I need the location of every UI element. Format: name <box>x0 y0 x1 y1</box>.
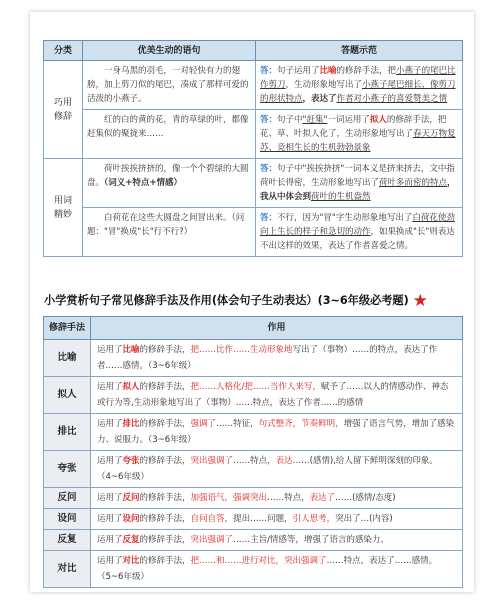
sentence-analysis-table <box>43 40 463 257</box>
answer-cell <box>256 110 463 159</box>
function-text: 句式整齐，节奏鲜明， <box>258 419 344 429</box>
function-text: 运用了 <box>97 345 123 355</box>
answer-text: ，生动形象地写出了 <box>285 80 363 90</box>
sentence-text: 荷叶挨挨挤挤的，像一个个碧绿的大圆盘。 <box>87 164 249 188</box>
table-row <box>44 488 463 509</box>
function-text: 自问自答， <box>190 514 234 524</box>
table-row <box>44 340 463 377</box>
function-text: 反复 <box>122 535 140 545</box>
header-device: 修辞手法 <box>44 317 91 340</box>
function-text: ……特点，表达了……感情。（5~6年级） <box>97 556 438 582</box>
function-text: 反问 <box>122 493 140 503</box>
answer-text: ，如果换成"长"则表达不出这样的效果，表达了作者喜爱之情。 <box>260 227 455 251</box>
device-function <box>91 377 463 414</box>
answer-text: ，表达了 <box>302 94 337 104</box>
function-text: ……特点， <box>233 456 276 466</box>
function-text: 突出强调了 <box>190 535 234 545</box>
device-function <box>91 530 463 551</box>
function-text: 的修辞手法， <box>139 514 191 524</box>
table-row <box>44 208 463 257</box>
answer-underline: 荷叶多而密的特点 <box>379 178 448 188</box>
function-text: 比喻 <box>122 345 140 355</box>
table-row <box>44 509 463 530</box>
answer-underline: 白荷花使劲向上生长的样子和急切的动作 <box>260 213 455 237</box>
answer-tag: 答： <box>260 115 278 125</box>
device-function <box>91 509 463 530</box>
function-text: 表达了 <box>309 493 336 503</box>
function-text: 写出了（事物）……的特点，表达了作者……感情。（3~6年级） <box>97 345 438 371</box>
table-row <box>44 61 463 110</box>
device-name: 对比 <box>44 551 91 588</box>
table-row <box>44 451 463 488</box>
function-text: ……特点， <box>267 493 310 503</box>
table-header-row <box>44 317 463 340</box>
star-icon: ★ <box>412 291 428 311</box>
category-cell <box>44 159 83 257</box>
device-name: 排比 <box>44 414 91 451</box>
function-text: 增强了语言气势，增加了感染力、说服力。（3~6年级） <box>97 419 455 445</box>
rhetoric-devices-table <box>43 316 463 588</box>
category-label: 用词 精妙 <box>53 195 72 220</box>
rhetoric-devices-body <box>44 340 463 588</box>
header-category: 分类 <box>44 41 83 61</box>
answer-underline: 小燕子尾巴细长、像剪刀的形状特点 <box>260 80 456 104</box>
sentence-cell: 白荷花在这些大圆盘之间冒出来。（问题："冒"换成"长"行不行?） <box>83 208 256 257</box>
header-function: 作用 <box>91 317 463 340</box>
answer-text: 的修辞手法，把花、草、叶拟人化了，生动形象地写出了 <box>260 115 447 139</box>
table-row <box>44 551 463 588</box>
function-text: 把……人格化/把……当作人来写， <box>190 382 321 392</box>
device-function <box>91 488 463 509</box>
sentence-cell: 一身乌黑的羽毛，一对轻快有力的翅膀，加上剪刀似的尾巴，凑成了那样可爱的活泼的小燕子。 <box>83 61 256 110</box>
function-text: 赋予了……以人的情感动作、神态或行为等,生动形象地写出了（事物）……特点，表达了作者……的感情 <box>97 382 449 408</box>
function-text: 设问 <box>122 514 140 524</box>
answer-cell <box>256 208 463 257</box>
heading-text: 小学赏析句子常见修辞手法及作用(体会句子生动表达）(3~6年级必考题) <box>44 294 409 307</box>
function-text: 突出强调了 <box>190 456 234 466</box>
function-text: 把……和……进行对比，突出强调了 <box>190 556 327 566</box>
device-name: 反复 <box>44 530 91 551</box>
answer-text: 句子中"挨挨挤挤"一词本义是挤来挤去，文中指荷叶长得密，生动形象地写出了 <box>260 164 455 188</box>
table-row <box>44 159 463 208</box>
function-text: ……(感情/态度) <box>335 493 396 503</box>
answer-tag: 答： <box>260 213 278 223</box>
header-sentence: 优美生动的语句 <box>83 41 256 61</box>
answer-underline: 作者对小燕子的喜爱赞美之情 <box>336 94 448 104</box>
device-function <box>91 414 463 451</box>
function-text: ……(感情),给人留下鲜明深刻的印象。（4~6年级） <box>97 456 438 482</box>
category-cell <box>44 61 83 159</box>
answer-cell <box>256 159 463 208</box>
device-name: 夸张 <box>44 451 91 488</box>
answer-text: ，我从中体会到 <box>260 178 456 202</box>
function-text: 运用了 <box>97 535 123 545</box>
table-row <box>44 530 463 551</box>
function-text: 运用了 <box>97 514 123 524</box>
sentence-cell: 红的白的黄的花，青的草绿的叶，都像赶集似的聚拢来…… <box>83 110 256 159</box>
function-text: 的修辞手法， <box>139 419 191 429</box>
device-function <box>91 451 463 488</box>
answer-tag: 答： <box>260 164 278 174</box>
function-text: 的修辞手法， <box>139 556 191 566</box>
section-heading <box>44 291 464 311</box>
answer-text: 的修辞手法，把 <box>336 66 397 76</box>
function-text: ……特征， <box>216 419 259 429</box>
function-text: 的修辞手法， <box>139 493 191 503</box>
formula-note: （词义+特点+情感） <box>104 178 183 188</box>
function-text: 运用了 <box>97 456 123 466</box>
answer-text: 一词运用了 <box>327 115 370 125</box>
function-text: 的修辞手法， <box>139 535 191 545</box>
answer-underline: "赶集" <box>302 115 328 125</box>
answer-text: 句子运用了 <box>277 66 320 76</box>
function-text: 拟人 <box>122 382 140 392</box>
answer-cell <box>256 61 463 110</box>
function-text: 把……比作……生动形象地 <box>190 345 293 355</box>
function-text: 的修辞手法， <box>139 345 191 355</box>
device-function <box>91 340 463 377</box>
device-highlight: 拟人 <box>369 115 387 125</box>
function-text: 运用了 <box>97 493 123 503</box>
device-highlight: 比喻 <box>319 66 337 76</box>
function-text: 运用了 <box>97 382 123 392</box>
function-text: 突出了…(内容) <box>335 514 393 524</box>
function-text: 强调了 <box>190 419 217 429</box>
function-text: 的修辞手法， <box>139 456 191 466</box>
function-text: 排比 <box>122 419 140 429</box>
function-text: 运用了 <box>97 419 123 429</box>
answer-text: 不行，因为"冒"字生动形象地写出了 <box>277 213 413 223</box>
device-name: 设问 <box>44 509 91 530</box>
device-function <box>91 551 463 588</box>
function-text: 引人思考， <box>292 514 336 524</box>
function-text: 夸张 <box>122 456 140 466</box>
table-row <box>44 414 463 451</box>
function-text: 加强语气，强调突出 <box>190 493 268 503</box>
table-row <box>44 110 463 159</box>
answer-text: 句子中 <box>277 115 303 125</box>
function-text: 运用了 <box>97 556 123 566</box>
answer-underline: 荷叶的生机盎然 <box>311 192 371 202</box>
sentence-cell <box>83 159 256 208</box>
header-answer: 答题示范 <box>256 41 463 61</box>
function-text: 提出……问题， <box>233 514 293 524</box>
answer-underline: 春天万物复苏、竞相生长的生机勃勃景象 <box>260 129 456 153</box>
category-label: 巧用 修辞 <box>53 97 72 122</box>
table-row <box>44 377 463 414</box>
function-text: ……主旨/情感等，增强了语言的感染力。 <box>233 535 389 545</box>
function-text: 的修辞手法， <box>139 382 191 392</box>
answer-underline: 小燕子的尾巴比作剪刀 <box>260 66 456 90</box>
function-text: 表达 <box>275 456 293 466</box>
answer-tag: 答： <box>260 66 278 76</box>
device-name: 比喻 <box>44 340 91 377</box>
table-header-row <box>44 41 463 61</box>
device-name: 反问 <box>44 488 91 509</box>
device-name: 拟人 <box>44 377 91 414</box>
function-text: 对比 <box>122 556 140 566</box>
